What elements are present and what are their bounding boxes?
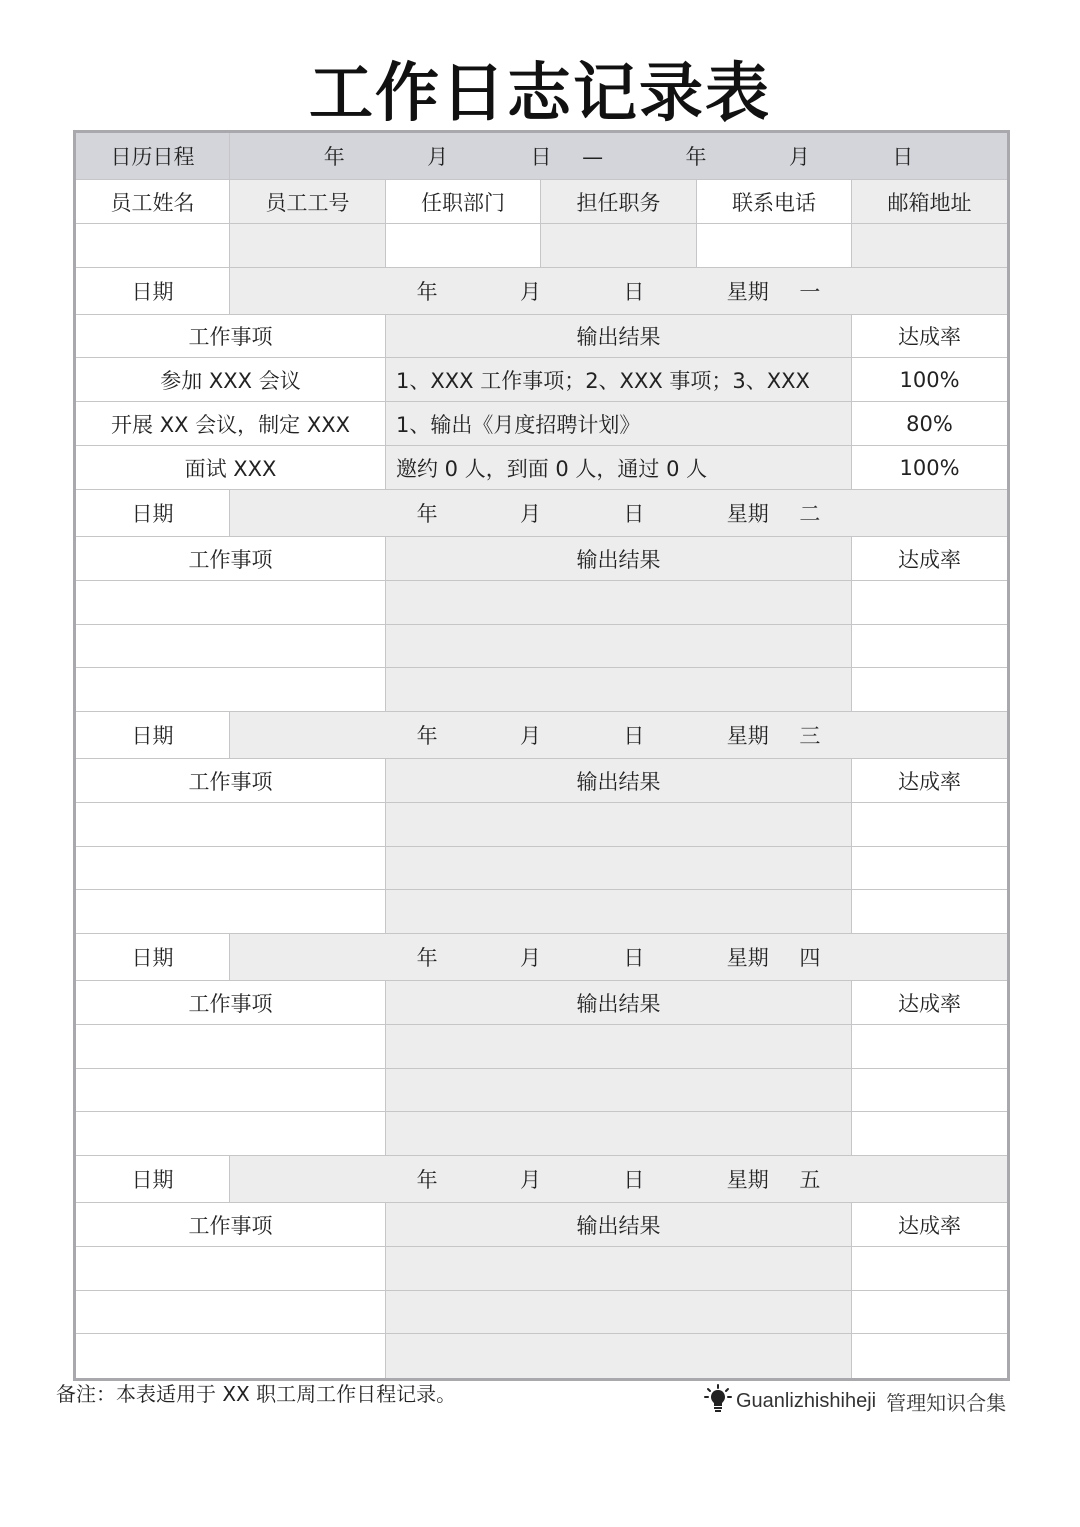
brand-cn: 管理知识合集 (886, 1391, 1007, 1415)
col-work-item: 工作事项 (75, 759, 386, 803)
page-title: 工作日志记录表 (309, 57, 771, 131)
info-phone-cell[interactable] (697, 224, 852, 268)
info-email-cell[interactable] (852, 224, 1009, 268)
info-name-cell[interactable] (75, 224, 230, 268)
task-rate-cell[interactable] (852, 803, 1009, 847)
task-rate-cell[interactable] (852, 1247, 1009, 1291)
brand-block (704, 1384, 1006, 1419)
lightbulb-icon (704, 1384, 732, 1419)
task-item-cell[interactable] (75, 1112, 386, 1156)
date-label: 日期 (75, 712, 230, 759)
task-result-cell[interactable] (386, 1334, 852, 1380)
task-item-cell[interactable] (75, 1025, 386, 1069)
task-row (75, 1291, 1009, 1334)
task-row (75, 446, 1009, 490)
task-row (75, 402, 1009, 446)
task-result-cell[interactable] (386, 803, 852, 847)
info-col-name: 员工姓名 (75, 180, 230, 224)
task-row (75, 847, 1009, 890)
task-rate-cell[interactable] (852, 1112, 1009, 1156)
task-rate-cell[interactable] (852, 1291, 1009, 1334)
work-log-table (73, 130, 1010, 1381)
task-result-cell[interactable]: 邀约 0 人，到面 0 人，通过 0 人 (386, 446, 852, 490)
col-output-result: 输出结果 (386, 1203, 852, 1247)
col-output-result: 输出结果 (386, 537, 852, 581)
col-work-item: 工作事项 (75, 981, 386, 1025)
date-row (75, 1156, 1009, 1203)
task-rate-cell[interactable] (852, 1025, 1009, 1069)
task-rate-cell[interactable]: 80% (852, 402, 1009, 446)
task-header-row (75, 1203, 1009, 1247)
task-result-cell[interactable] (386, 668, 852, 712)
task-row (75, 668, 1009, 712)
info-col-phone: 联系电话 (697, 180, 852, 224)
task-rate-cell[interactable] (852, 625, 1009, 668)
task-row (75, 1247, 1009, 1291)
col-output-result: 输出结果 (386, 315, 852, 358)
task-row (75, 581, 1009, 625)
info-id-cell[interactable] (230, 224, 386, 268)
task-item-cell[interactable] (75, 847, 386, 890)
info-col-position: 担任职务 (541, 180, 697, 224)
task-item-cell[interactable] (75, 668, 386, 712)
task-result-cell[interactable] (386, 1247, 852, 1291)
calendar-range[interactable]: 年 月 日 — 年 月 日 (230, 132, 1009, 180)
col-output-result: 输出结果 (386, 759, 852, 803)
date-label: 日期 (75, 268, 230, 315)
date-row (75, 934, 1009, 981)
date-value[interactable]: 年 月 日 星期 一 (230, 268, 1009, 315)
task-item-cell[interactable]: 参加 XXX 会议 (75, 358, 386, 402)
date-value[interactable]: 年 月 日 星期 二 (230, 490, 1009, 537)
task-rate-cell[interactable] (852, 847, 1009, 890)
task-rate-cell[interactable] (852, 1334, 1009, 1380)
col-completion-rate: 达成率 (852, 537, 1009, 581)
col-output-result: 输出结果 (386, 981, 852, 1025)
task-rate-cell[interactable] (852, 1069, 1009, 1112)
date-value[interactable]: 年 月 日 星期 四 (230, 934, 1009, 981)
task-result-cell[interactable] (386, 581, 852, 625)
task-row (75, 625, 1009, 668)
calendar-row (75, 132, 1009, 180)
date-value[interactable]: 年 月 日 星期 五 (230, 1156, 1009, 1203)
date-value[interactable]: 年 月 日 星期 三 (230, 712, 1009, 759)
info-col-dept: 任职部门 (386, 180, 541, 224)
task-row (75, 1069, 1009, 1112)
info-input-row (75, 224, 1009, 268)
task-item-cell[interactable]: 面试 XXX (75, 446, 386, 490)
task-item-cell[interactable] (75, 1247, 386, 1291)
task-row (75, 1025, 1009, 1069)
task-result-cell[interactable] (386, 1069, 852, 1112)
col-completion-rate: 达成率 (852, 981, 1009, 1025)
work-log-body (75, 132, 1009, 1380)
date-row (75, 268, 1009, 315)
task-rate-cell[interactable]: 100% (852, 446, 1009, 490)
task-item-cell[interactable] (75, 803, 386, 847)
task-result-cell[interactable] (386, 1112, 852, 1156)
task-item-cell[interactable] (75, 625, 386, 668)
col-work-item: 工作事项 (75, 1203, 386, 1247)
col-completion-rate: 达成率 (852, 1203, 1009, 1247)
date-label: 日期 (75, 1156, 230, 1203)
task-header-row (75, 759, 1009, 803)
task-header-row (75, 537, 1009, 581)
task-item-cell[interactable]: 开展 XX 会议，制定 XXX (75, 402, 386, 446)
col-work-item: 工作事项 (75, 315, 386, 358)
task-rate-cell[interactable]: 100% (852, 358, 1009, 402)
task-row (75, 358, 1009, 402)
task-row (75, 1334, 1009, 1380)
info-header-row (75, 180, 1009, 224)
task-row (75, 803, 1009, 847)
task-item-cell[interactable] (75, 1334, 386, 1380)
task-result-cell[interactable] (386, 1291, 852, 1334)
task-row (75, 1112, 1009, 1156)
date-label: 日期 (75, 490, 230, 537)
task-result-cell[interactable] (386, 625, 852, 668)
task-header-row (75, 315, 1009, 358)
brand-latin: Guanlizhishiheji (736, 1390, 877, 1412)
calendar-label: 日历日程 (75, 132, 230, 180)
task-result-cell[interactable]: 1、输出《月度招聘计划》 (386, 402, 852, 446)
task-header-row (75, 981, 1009, 1025)
footer-note: 备注：本表适用于 XX 职工周工作日程记录。 (56, 1382, 457, 1406)
task-rate-cell[interactable] (852, 581, 1009, 625)
task-result-cell[interactable] (386, 847, 852, 890)
task-rate-cell[interactable] (852, 890, 1009, 934)
task-item-cell[interactable] (75, 581, 386, 625)
info-col-email: 邮箱地址 (852, 180, 1009, 224)
col-completion-rate: 达成率 (852, 759, 1009, 803)
task-row (75, 890, 1009, 934)
task-item-cell[interactable] (75, 1069, 386, 1112)
task-item-cell[interactable] (75, 890, 386, 934)
col-work-item: 工作事项 (75, 537, 386, 581)
col-completion-rate: 达成率 (852, 315, 1009, 358)
task-rate-cell[interactable] (852, 668, 1009, 712)
date-row (75, 490, 1009, 537)
info-dept-cell[interactable] (386, 224, 541, 268)
date-label: 日期 (75, 934, 230, 981)
task-result-cell[interactable]: 1、XXX 工作事项；2、XXX 事项；3、XXX (386, 358, 852, 402)
info-col-id: 员工工号 (230, 180, 386, 224)
task-result-cell[interactable] (386, 890, 852, 934)
date-row (75, 712, 1009, 759)
task-result-cell[interactable] (386, 1025, 852, 1069)
task-item-cell[interactable] (75, 1291, 386, 1334)
info-position-cell[interactable] (541, 224, 697, 268)
